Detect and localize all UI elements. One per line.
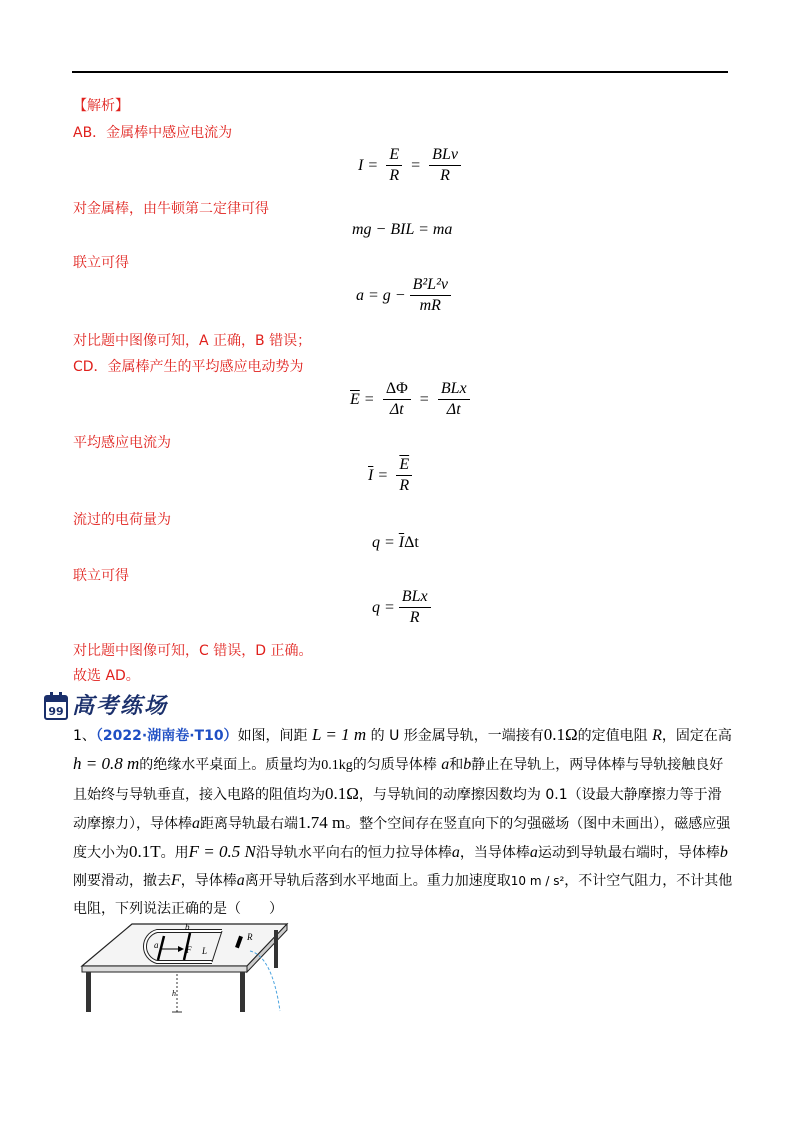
section-title: 高考练场 [72, 693, 169, 719]
label-L: L [202, 946, 208, 956]
equation-charge-result: q = $\frac{\text{BLx}}{R}$ [372, 588, 435, 627]
label-R: R [247, 932, 253, 942]
label-F: F [186, 945, 192, 955]
question-text: 1、（2022·湖南卷·T10）如图，间距 L = 1 m 的 U 形金属导轨，一端接有0.1Ω的定值电阻 R，固定在高 h = 0.8 m的绝缘水平桌面上。质量均为0.1kg的匀质导体棒 a和b静止在导轨上，两导体棒与导轨接触良好且始终与导轨垂直，接入电路的阻值均为0.1Ω，与导轨间的动摩擦因数均为 0.1（设最大静摩擦力等于滑动摩擦力），导体棒a距离导轨最右端1.74 m。整个空间存在竖直向下的匀强磁场（图中未画出），磁感应强度大小为0.1T。用F = 0.5 N沿导轨水平向右的恒力拉导体棒a，当导体棒a运动到导轨最右端时，导体棒b刚要滑动，撤去F，导体棒a离开导轨后落到水平地面上。重力加速度取10 m / s²，不计空气阻力，不计其他电阻，下列说法正确的是（ ） [73, 725, 733, 917]
table-leg [240, 972, 245, 1012]
analysis-answer: 故选 AD。 [73, 668, 140, 684]
equation-charge: q = $\overline{I}$ Δt [372, 534, 419, 551]
equation-newton: mg − BIL = ma [352, 221, 453, 238]
table-leg [86, 972, 91, 1012]
label-h: h [172, 989, 176, 998]
analysis-line-average-current: 平均感应电流为 [73, 435, 171, 451]
analysis-line-cd-result: 对比题中图像可知，C 错误，D 正确。 [73, 643, 313, 659]
analysis-line-ab: AB．金属棒中感应电流为 [73, 125, 233, 141]
equation-average-current: $\overline{I}$ = $\frac{\overline{E}}{R}$ [368, 456, 416, 495]
equation-average-emf: $\overline{E}$ = $\frac{\Delta\Phi}{\Delta t}$ = $\frac{\text{BLx}}{\Delta t}$ [350, 380, 474, 419]
analysis-line-newton: 对金属棒，由牛顿第二定律可得 [73, 201, 269, 217]
table-edge [82, 966, 247, 972]
analysis-line-combine-2: 联立可得 [73, 568, 129, 584]
calendar-icon [44, 692, 68, 720]
label-b: b [185, 922, 190, 932]
analysis-line-combine-1: 联立可得 [73, 255, 129, 271]
apparatus-figure [72, 916, 302, 1016]
label-a: a [154, 940, 159, 950]
analysis-line-cd: CD．金属棒产生的平均感应电动势为 [73, 359, 304, 375]
equation-acceleration: a = g − $\frac{\text{B²L²v}}{mR}$ [356, 276, 455, 315]
analysis-line-charge: 流过的电荷量为 [73, 512, 171, 528]
analysis-line-ab-result: 对比题中图像可知，A 正确，B 错误； [73, 333, 312, 349]
calendar-icon-text: 99 [48, 705, 64, 718]
table-leg [274, 930, 278, 968]
equation-current: I = $\frac{E}{R}$ = $\frac{\text{BLv}}{R}$ [358, 146, 465, 185]
analysis-heading: 【解析】 [73, 98, 129, 114]
header-rule [72, 71, 728, 73]
